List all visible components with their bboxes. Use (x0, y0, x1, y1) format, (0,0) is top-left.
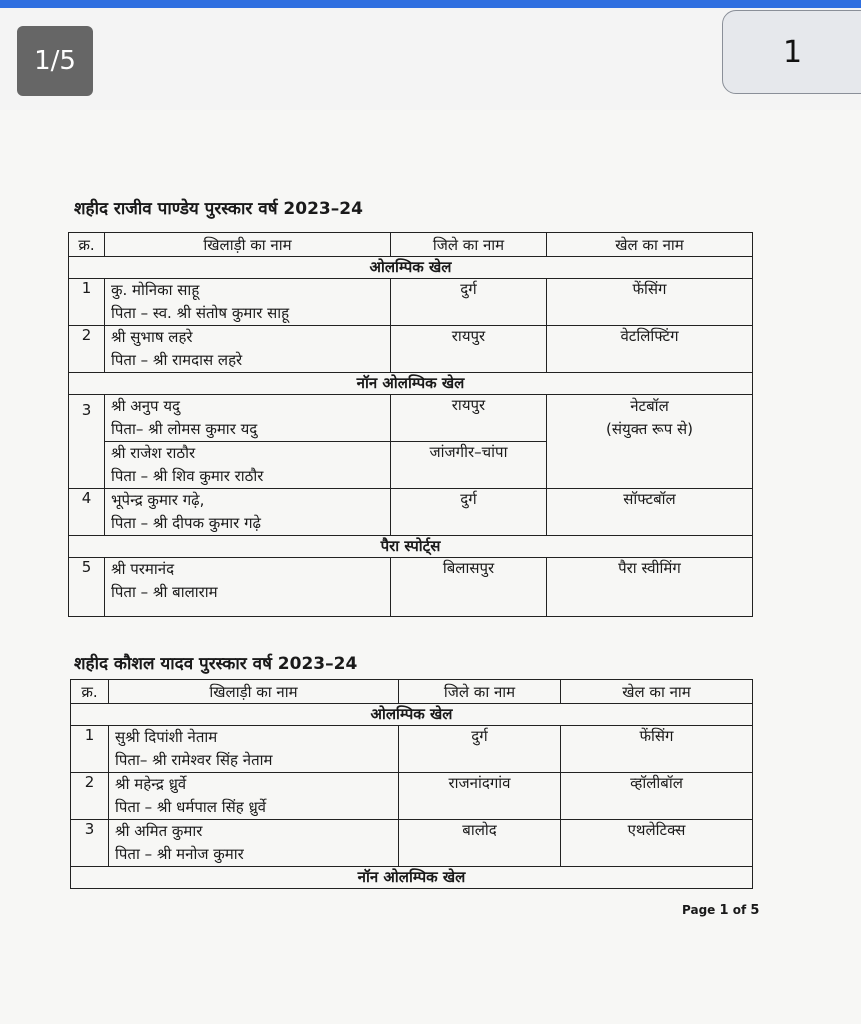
award1-table (68, 232, 753, 617)
table-header-row (69, 233, 753, 257)
page-number-input[interactable]: 1 (722, 10, 861, 94)
section-olympic: ओलम्पिक खेल (69, 257, 753, 279)
player-father: पिता– श्री रामेश्वर सिंह नेताम (115, 751, 273, 769)
row-district: रायपुर (391, 326, 547, 373)
table-row (71, 773, 753, 820)
row-sn: 1 (69, 279, 105, 326)
row-sn: 2 (71, 773, 109, 820)
footer-prefix: Page (682, 903, 716, 917)
player-father: पिता– श्री लोमस कुमार यदु (111, 420, 258, 438)
page-indicator: 1/5 (17, 26, 93, 96)
player-father: पिता – श्री रामदास लहरे (111, 351, 243, 369)
player-father: पिता – श्री बालाराम (111, 583, 218, 601)
row-district: राजनांदगांव (399, 773, 561, 820)
row-sn: 1 (71, 726, 109, 773)
header-sport: खेल का नाम (561, 680, 753, 704)
row-sport: व्हॉलीबॉल (561, 773, 753, 820)
footer-of: of (732, 903, 747, 917)
row-player (105, 489, 391, 536)
player-name: सुश्री दिपांशी नेताम (115, 728, 218, 746)
header-sn: क्र. (69, 233, 105, 257)
header-name: खिलाड़ी का नाम (109, 680, 399, 704)
footer-current: 1 (719, 903, 729, 918)
row-sport (547, 395, 753, 489)
section-para-sports: पैरा स्पोर्ट्स (69, 536, 753, 558)
row-sn: 4 (69, 489, 105, 536)
row-district: दुर्ग (399, 726, 561, 773)
row-sport: पैरा स्वीमिंग (547, 558, 753, 617)
header-district: जिले का नाम (399, 680, 561, 704)
row-sn: 2 (69, 326, 105, 373)
player-name: श्री महेन्द्र ध्रुर्वे (115, 775, 187, 793)
player-father: पिता – श्री धर्मपाल सिंह ध्रुर्वे (115, 798, 267, 816)
player-father: पिता – श्री दीपक कुमार गढ़े (111, 514, 261, 532)
section-olympic: ओलम्पिक खेल (71, 704, 753, 726)
player-name: श्री परमानंद (111, 560, 175, 578)
row-player (105, 279, 391, 326)
player-father: पिता – स्व. श्री संतोष कुमार साहू (111, 304, 290, 322)
page-footer (682, 903, 759, 918)
table-row (69, 279, 753, 326)
row-player (105, 326, 391, 373)
player-name: श्री अनुप यदु (111, 397, 181, 415)
row-sport: वेटलिफ्टिंग (547, 326, 753, 373)
row-sport: फेंसिंग (561, 726, 753, 773)
row-district: दुर्ग (391, 279, 547, 326)
header-sn: क्र. (71, 680, 109, 704)
sport-name: नेटबॉल (630, 397, 669, 415)
header-sport: खेल का नाम (547, 233, 753, 257)
player-father: पिता – श्री शिव कुमार राठौर (111, 467, 264, 485)
table-row (69, 395, 753, 442)
section-non-olympic: नॉन ओलम्पिक खेल (69, 373, 753, 395)
row-player (109, 773, 399, 820)
row-district: जांजगीर–चांपा (391, 442, 547, 489)
row-sn: 3 (71, 820, 109, 867)
award1-title: शहीद राजीव पाण्डेय पुरस्कार वर्ष 2023–24 (74, 199, 363, 219)
table-row (69, 326, 753, 373)
row-district: बालोद (399, 820, 561, 867)
footer-total: 5 (750, 903, 760, 918)
header-district: जिले का नाम (391, 233, 547, 257)
header-name: खिलाड़ी का नाम (105, 233, 391, 257)
player-name: श्री सुभाष लहरे (111, 328, 193, 346)
row-district: रायपुर (391, 395, 547, 442)
player-name: श्री अमित कुमार (115, 822, 203, 840)
player-name: भूपेन्द्र कुमार गढ़े, (111, 491, 205, 509)
row-player (105, 395, 391, 442)
row-sport: एथलेटिक्स (561, 820, 753, 867)
sport-note: (संयुक्त रूप से) (606, 420, 693, 438)
table-header-row (71, 680, 753, 704)
table-row (69, 558, 753, 617)
table-row (69, 489, 753, 536)
player-name: श्री राजेश राठौर (111, 444, 196, 462)
row-player (105, 558, 391, 617)
row-sport: फेंसिंग (547, 279, 753, 326)
award2-title: शहीद कौशल यादव पुरस्कार वर्ष 2023–24 (74, 654, 358, 674)
table-row (71, 726, 753, 773)
award2-table (70, 679, 753, 889)
row-player (109, 820, 399, 867)
top-progress-bar (0, 0, 861, 8)
row-player (109, 726, 399, 773)
table-row (71, 820, 753, 867)
row-sn: 5 (69, 558, 105, 617)
row-district: दुर्ग (391, 489, 547, 536)
row-sn: 3 (69, 395, 105, 489)
section-non-olympic: नॉन ओलम्पिक खेल (71, 867, 753, 889)
row-player (105, 442, 391, 489)
player-father: पिता – श्री मनोज कुमार (115, 845, 244, 863)
row-district: बिलासपुर (391, 558, 547, 617)
row-sport: सॉफ्टबॉल (547, 489, 753, 536)
player-name: कु. मोनिका साहू (111, 281, 200, 299)
